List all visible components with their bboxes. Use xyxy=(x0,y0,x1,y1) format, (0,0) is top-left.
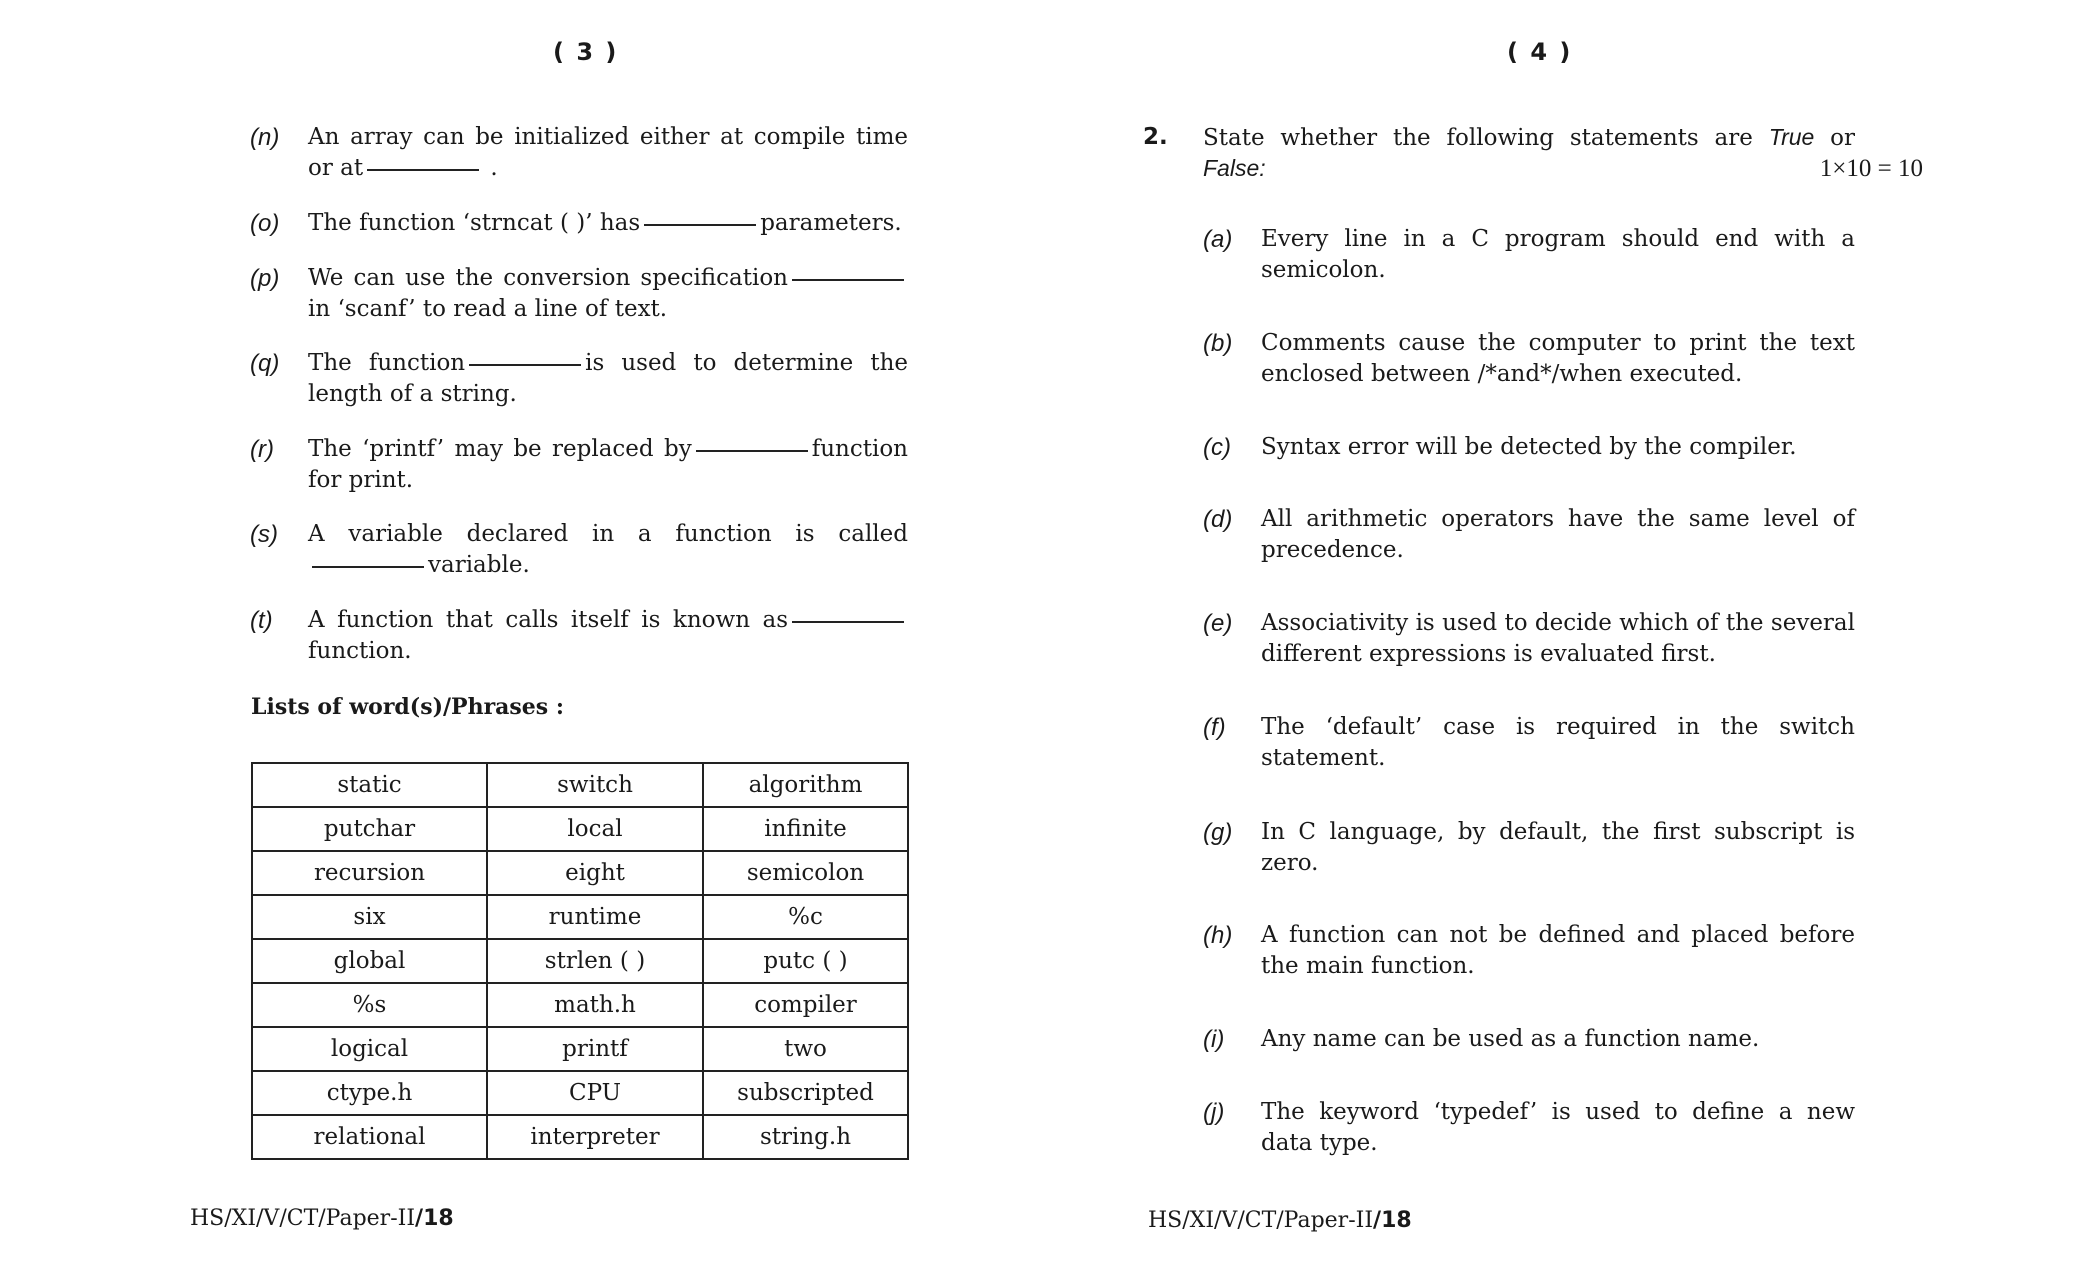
table-row xyxy=(252,1071,908,1115)
blank-line xyxy=(469,364,581,366)
table-cell: global xyxy=(252,939,487,983)
item-text xyxy=(308,348,908,410)
table-row xyxy=(252,939,908,983)
marks: 1×10 = 10 xyxy=(1819,155,1923,182)
item-label: (t) xyxy=(250,607,273,634)
table-row xyxy=(252,851,908,895)
item-text xyxy=(308,605,908,667)
item-text: All arithmetic operators have the same level of precedence. xyxy=(1261,506,1855,563)
item-text xyxy=(308,208,908,239)
footer-num: /18 xyxy=(415,1206,454,1231)
item-text: Every line in a C program should end with a semicolon. xyxy=(1261,226,1855,283)
table-cell: strlen ( ) xyxy=(487,939,703,983)
blank-line xyxy=(367,169,479,171)
item-label: (j) xyxy=(1203,1099,1225,1126)
blank-line xyxy=(312,566,424,568)
table-row xyxy=(252,983,908,1027)
table-cell: logical xyxy=(252,1027,487,1071)
table-cell: ctype.h xyxy=(252,1071,487,1115)
footer xyxy=(1148,1208,1412,1233)
text-after: variable. xyxy=(428,552,530,578)
table-cell: two xyxy=(703,1027,908,1071)
table-cell: six xyxy=(252,895,487,939)
text-before: We can use the conversion specification xyxy=(308,265,788,291)
stem-false: False: xyxy=(1203,155,1266,181)
table-row xyxy=(252,1027,908,1071)
question-number: 2. xyxy=(1143,124,1168,150)
footer xyxy=(190,1206,454,1231)
item-text: The ‘default’ case is required in the switch statement. xyxy=(1261,714,1855,771)
table-cell: recursion xyxy=(252,851,487,895)
item-label: (s) xyxy=(250,521,278,548)
item-text: Any name can be used as a function name. xyxy=(1261,1026,1760,1052)
table-cell: %s xyxy=(252,983,487,1027)
text-before: A function that calls itself is known as xyxy=(308,607,788,633)
item-text: A function can not be defined and placed before the main function. xyxy=(1261,922,1855,979)
stem-or: or xyxy=(1830,125,1856,151)
blank-line xyxy=(644,224,756,226)
item-label: (e) xyxy=(1203,610,1233,637)
table-cell: semicolon xyxy=(703,851,908,895)
table-row xyxy=(252,1115,908,1159)
table-row xyxy=(252,763,908,807)
footer-code: HS/XI/V/CT/Paper-II xyxy=(190,1206,416,1231)
footer-code: HS/XI/V/CT/Paper-II xyxy=(1148,1208,1374,1233)
item-label: (f) xyxy=(1203,714,1226,741)
word-table xyxy=(251,762,909,1160)
table-cell: local xyxy=(487,807,703,851)
table-cell: math.h xyxy=(487,983,703,1027)
list-heading: Lists of word(s)/Phrases : xyxy=(251,694,564,720)
item-text: Associativity is used to decide which of the several different expressions is evaluated first. xyxy=(1261,610,1855,667)
text-after: . xyxy=(483,155,498,181)
page-number: ( 3 ) xyxy=(553,38,619,66)
table-cell: algorithm xyxy=(703,763,908,807)
question-stem xyxy=(1203,122,1855,154)
item-text xyxy=(308,122,908,184)
table-cell: eight xyxy=(487,851,703,895)
stem-text: State whether the following statements are xyxy=(1203,125,1753,151)
blank-line xyxy=(792,279,904,281)
table-cell: interpreter xyxy=(487,1115,703,1159)
item-text: Syntax error will be detected by the compiler. xyxy=(1261,434,1797,460)
item-label: (i) xyxy=(1203,1026,1225,1053)
table-cell: %c xyxy=(703,895,908,939)
text-before: The function ‘strncat ( )’ has xyxy=(308,210,641,236)
table-cell: compiler xyxy=(703,983,908,1027)
item-text xyxy=(308,434,908,496)
blank-line xyxy=(696,450,808,452)
stem-true: True xyxy=(1768,124,1815,150)
table-cell: switch xyxy=(487,763,703,807)
item-text: In C language, by default, the first subscript is zero. xyxy=(1261,819,1855,876)
text-after: parameters. xyxy=(760,210,902,236)
table-cell: CPU xyxy=(487,1071,703,1115)
item-text: Comments cause the computer to print the text enclosed between /*and*/when executed. xyxy=(1261,330,1855,387)
table-cell: static xyxy=(252,763,487,807)
item-label: (h) xyxy=(1203,922,1233,949)
table-cell: string.h xyxy=(703,1115,908,1159)
item-label: (c) xyxy=(1203,434,1231,461)
text-after: in ‘scanf’ to read a line of text. xyxy=(308,296,668,322)
item-label: (r) xyxy=(250,436,274,463)
item-text xyxy=(308,519,908,581)
item-label: (a) xyxy=(1203,226,1233,253)
table-row xyxy=(252,807,908,851)
table-cell: putc ( ) xyxy=(703,939,908,983)
page-number: ( 4 ) xyxy=(1507,38,1573,66)
text-before: The function xyxy=(308,350,466,376)
item-text xyxy=(308,263,908,325)
item-label: (g) xyxy=(1203,819,1233,846)
text-after: is used to determine the length of a string. xyxy=(308,350,908,407)
item-label: (d) xyxy=(1203,506,1233,533)
table-cell: putchar xyxy=(252,807,487,851)
item-label: (q) xyxy=(250,350,280,377)
table-cell: printf xyxy=(487,1027,703,1071)
text-before: The ‘printf’ may be replaced by xyxy=(308,436,692,462)
text-before: A variable declared in a function is called xyxy=(308,521,908,547)
item-text: The keyword ‘typedef’ is used to define a new data type. xyxy=(1261,1099,1855,1156)
text-before: An array can be initialized either at compile time or at xyxy=(308,124,908,181)
text-after: function for print. xyxy=(308,436,908,493)
text-after: function. xyxy=(308,638,412,664)
item-label: (o) xyxy=(250,210,280,237)
table-cell: relational xyxy=(252,1115,487,1159)
item-label: (p) xyxy=(250,265,280,292)
item-label: (b) xyxy=(1203,330,1233,357)
footer-num: /18 xyxy=(1373,1208,1412,1233)
blank-line xyxy=(792,621,904,623)
table-cell: subscripted xyxy=(703,1071,908,1115)
item-label: (n) xyxy=(250,124,280,151)
table-row xyxy=(252,895,908,939)
table-cell: runtime xyxy=(487,895,703,939)
table-cell: infinite xyxy=(703,807,908,851)
